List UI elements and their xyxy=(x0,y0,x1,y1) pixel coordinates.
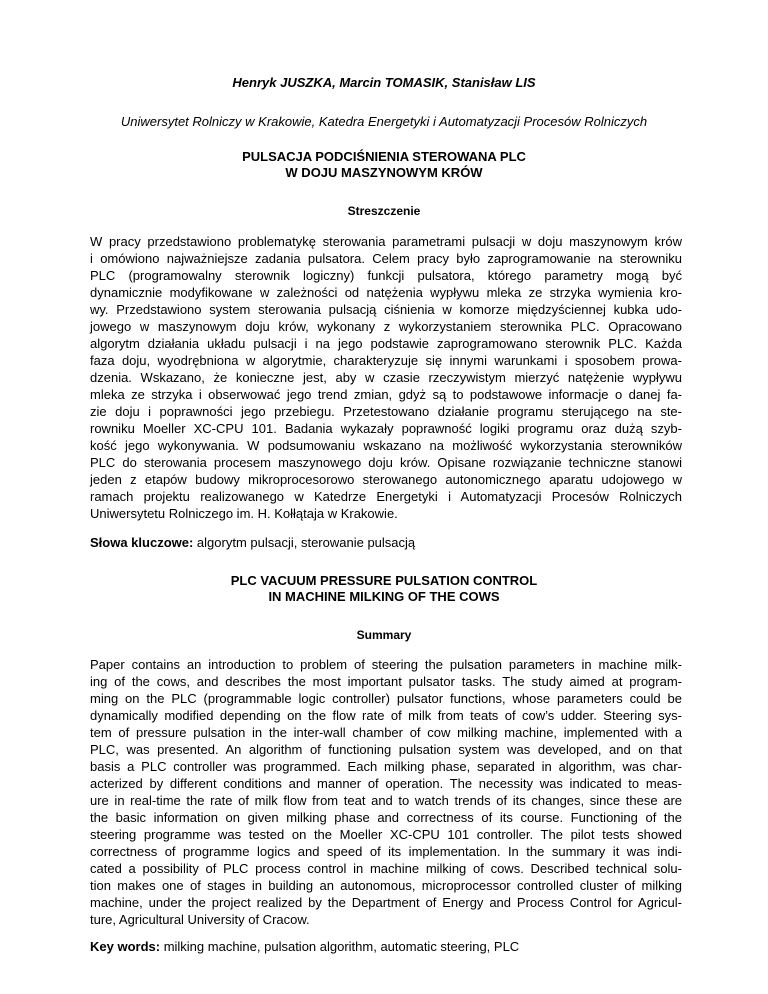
abstract-line: acterized by different conditions and manner of operation. The necessity was indicated to meas- xyxy=(90,776,682,791)
abstract-line: kość jego wykonywania. W podsumowaniu wskazano na możliwość wykorzystania sterowników xyxy=(90,438,682,453)
abstract-line: ing of the cows, and describes the most important pulsator tasks. The study aimed at program- xyxy=(90,674,682,689)
abstract-line: ramach projektu realizowanego w Katedrze Energetyki i Automatyzacji Procesów Rolniczych xyxy=(90,489,682,504)
abstract-line: machine, under the project realized by the Department of Energy and Process Control for Agricul- xyxy=(90,895,682,910)
abstract-line: wy. Przedstawiono system sterowania pulsacją ciśnienia w komorze międzyściennej kubka udo- xyxy=(90,302,682,317)
abstract-line: Uniwersytetu Rolniczego im. H. Kołłątaja w Krakowie. xyxy=(90,506,398,521)
abstract-line: basis a PLC controller was programmed. Each milking phase, separated in algorithm, was char- xyxy=(90,759,682,774)
abstract-line: the basic information on given milking phase and correctness of its course. Functioning of the xyxy=(90,810,682,825)
abstract-line: ming on the PLC (programmable logic controller) pulsator functions, whose parameters could be xyxy=(90,691,682,706)
english-abstract xyxy=(90,656,682,928)
keywords-text: milking machine, pulsation algorithm, automatic steering, PLC xyxy=(160,939,520,954)
keywords-label: Key words: xyxy=(90,939,161,954)
english-abstract-heading: Summary xyxy=(356,628,412,642)
abstract-line: ture, Agricultural University of Cracow. xyxy=(90,912,310,927)
polish-title-line: W DOJU MASZYNOWYM KRÓW xyxy=(285,165,483,180)
abstract-line: PLC do sterowania procesem maszynowego doju krów. Opisane rozwiązanie techniczne stanowi xyxy=(90,455,682,470)
abstract-line: rowniku Moeller XC-CPU 101. Badania wykazały poprawność logiki programu oraz dużą szyb- xyxy=(90,421,682,436)
english-title-line: PLC VACUUM PRESSURE PULSATION CONTROL xyxy=(230,573,538,588)
polish-abstract xyxy=(90,233,682,522)
polish-title-line: PULSACJA PODCIŚNIENIA STEROWANA PLC xyxy=(242,149,526,164)
abstract-line: dzenia. Wskazano, że konieczne jest, aby w czasie rzeczywistym mierzyć natężenie wypływu xyxy=(90,370,682,385)
abstract-line: dynamically modified depending on the flow rate of milk from teats of cow’s udder. Steering sys- xyxy=(90,708,682,723)
polish-abstract-heading: Streszczenie xyxy=(347,204,421,218)
abstract-line: mleka ze strzyka i obserwować jego trend zmian, gdyż są to podstawowe informacje o danej fa- xyxy=(90,387,682,402)
abstract-line: ure in real-time the rate of milk flow from teat and to watch trends of its changes, since these are xyxy=(90,793,682,808)
abstract-line: cated a possibility of PLC process control in machine milking of cows. Described technical solu- xyxy=(90,861,682,876)
abstract-line: dynamicznie modyfikowane w zależności od natężenia wypływu mleka ze strzyka wymienia kro- xyxy=(90,285,682,300)
affiliation: Uniwersytet Rolniczy w Krakowie, Katedra Energetyki i Automatyzacji Procesów Rolniczych xyxy=(120,114,648,129)
abstract-line: PLC, was presented. An algorithm of functioning pulsation system was developed, and on that xyxy=(90,742,682,757)
abstract-line: faza doju, wyodrębniona w algorytmie, charakteryzuje się innymi warunkami i sposobem prowa- xyxy=(90,353,682,368)
abstract-line: tion makes one of stages in building an autonomous, microprocessor controlled cluster of milking xyxy=(90,878,682,893)
english-title xyxy=(0,573,768,605)
english-title-line: IN MACHINE MILKING OF THE COWS xyxy=(268,589,500,604)
abstract-line: PLC (programowalny sterownik logiczny) funkcji pulsatora, którego parametry mogą być xyxy=(90,268,682,283)
abstract-line: steering programme was tested on the Moeller XC-CPU 101 controller. The pilot tests showed xyxy=(90,827,682,842)
abstract-line: jowego w maszynowym doju krów, wykonany z wykorzystaniem sterownika PLC. Opracowano xyxy=(90,319,682,334)
abstract-line: i omówiono najważniejsze zadania pulsatora. Celem pracy było zaprogramowanie na sterowniku xyxy=(90,251,682,266)
abstract-line: tem of pressure pulsation in the inter-wall chamber of cow milking machine, implemented with a xyxy=(90,725,682,740)
english-keywords xyxy=(90,938,682,955)
authors: Henryk JUSZKA, Marcin TOMASIK, Stanisław LIS xyxy=(232,75,536,90)
abstract-line: zie doju i poprawności jego przebiegu. Przetestowano działanie programu sterującego na ste- xyxy=(90,404,682,419)
keywords-label: Słowa kluczowe: xyxy=(90,535,194,550)
abstract-line: jeden z etapów budowy mikroprocesorowo sterowanego autonomicznego aparatu udojowego w xyxy=(90,472,682,487)
abstract-line: Paper contains an introduction to problem of steering the pulsation parameters in machine milk- xyxy=(90,657,682,672)
polish-title xyxy=(0,149,768,181)
abstract-line: W pracy przedstawiono problematykę sterowania parametrami pulsacji w doju maszynowym krów xyxy=(90,234,682,249)
abstract-line: algorytm działania układu pulsacji i na jego podstawie zaprogramowano sterownik PLC. Każda xyxy=(90,336,682,351)
abstract-line: correctness of programme logics and speed of its implementation. In the summary it was indi- xyxy=(90,844,682,859)
keywords-text: algorytm pulsacji, sterowanie pulsacją xyxy=(193,535,416,550)
polish-keywords xyxy=(90,534,682,551)
